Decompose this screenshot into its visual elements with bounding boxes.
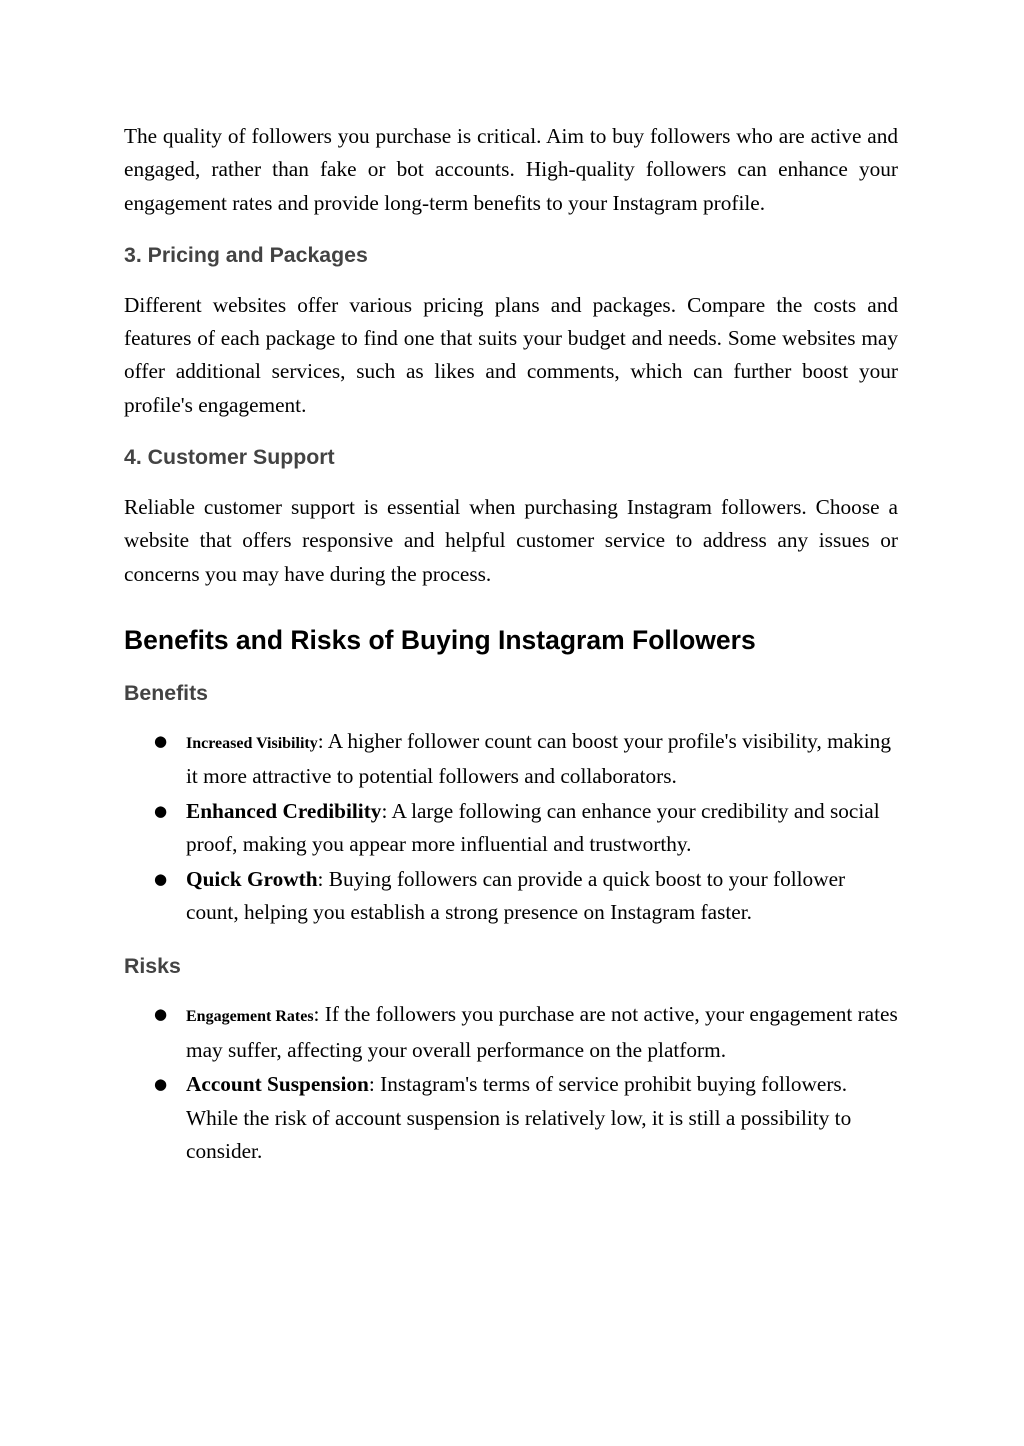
list-item-term: Account Suspension [186, 1072, 369, 1097]
list-item-term: Enhanced Credibility [186, 799, 382, 824]
list-item-term: Quick Growth [186, 867, 318, 892]
bullet-icon: ● [154, 802, 168, 821]
list-item-term: Engagement Rates [186, 1008, 314, 1026]
document-page [124, 120, 898, 1170]
list-item [124, 863, 898, 930]
bullet-icon: ● [154, 1005, 168, 1024]
intro-paragraph: The quality of followers you purchase is critical. Aim to buy followers who are active and engaged, rather than fake or bot accounts. High-quality followers can enhance your engagement rates and provide long-term benefits to your Instagram profile. [124, 124, 898, 215]
list-item [124, 725, 898, 794]
risks-heading: Risks [124, 954, 181, 979]
list-item-text: : If the followers you purchase are not active, your engagement rates may suffer, affecting your overall performance on the platform. [186, 1002, 898, 1062]
bullet-icon: ● [154, 1075, 168, 1094]
list-item-text: : A higher follower count can boost your profile's visibility, making it more attractive to potential followers and collaborators. [186, 728, 891, 789]
bullet-icon: ● [154, 870, 168, 889]
pricing-paragraph: Different websites offer various pricing plans and packages. Compare the costs and features of each package to find one that suits your budget and needs. Some websites may offer additional services, such as likes and comments, which can further boost your profile's engagement. [124, 292, 898, 417]
support-heading: 4. Customer Support [124, 445, 335, 470]
benefits-risks-heading: Benefits and Risks of Buying Instagram Followers [124, 624, 756, 655]
list-item-text: : Buying followers can provide a quick boost to your follower count, helping you establish a strong presence on Instagram faster. [186, 867, 846, 925]
list-item [124, 795, 898, 862]
bullet-icon: ● [154, 731, 168, 750]
list-item-text: : Instagram's terms of service prohibit buying followers. While the risk of account suspension is relatively low, it is still a possibility to consider. [186, 1072, 852, 1163]
benefits-list [124, 725, 898, 930]
support-paragraph: Reliable customer support is essential when purchasing Instagram followers. Choose a website that offers responsive and helpful customer service to address any issues or concerns you may have during the process. [124, 495, 898, 586]
list-item-term: Increased Visibility [186, 734, 318, 752]
list-item [124, 1068, 898, 1168]
pricing-heading: 3. Pricing and Packages [124, 242, 368, 267]
benefits-heading: Benefits [124, 680, 209, 705]
list-item [124, 998, 898, 1067]
risks-list [124, 998, 898, 1168]
list-item-text: : A large following can enhance your credibility and social proof, making you appear more influential and trustworthy. [186, 799, 880, 857]
